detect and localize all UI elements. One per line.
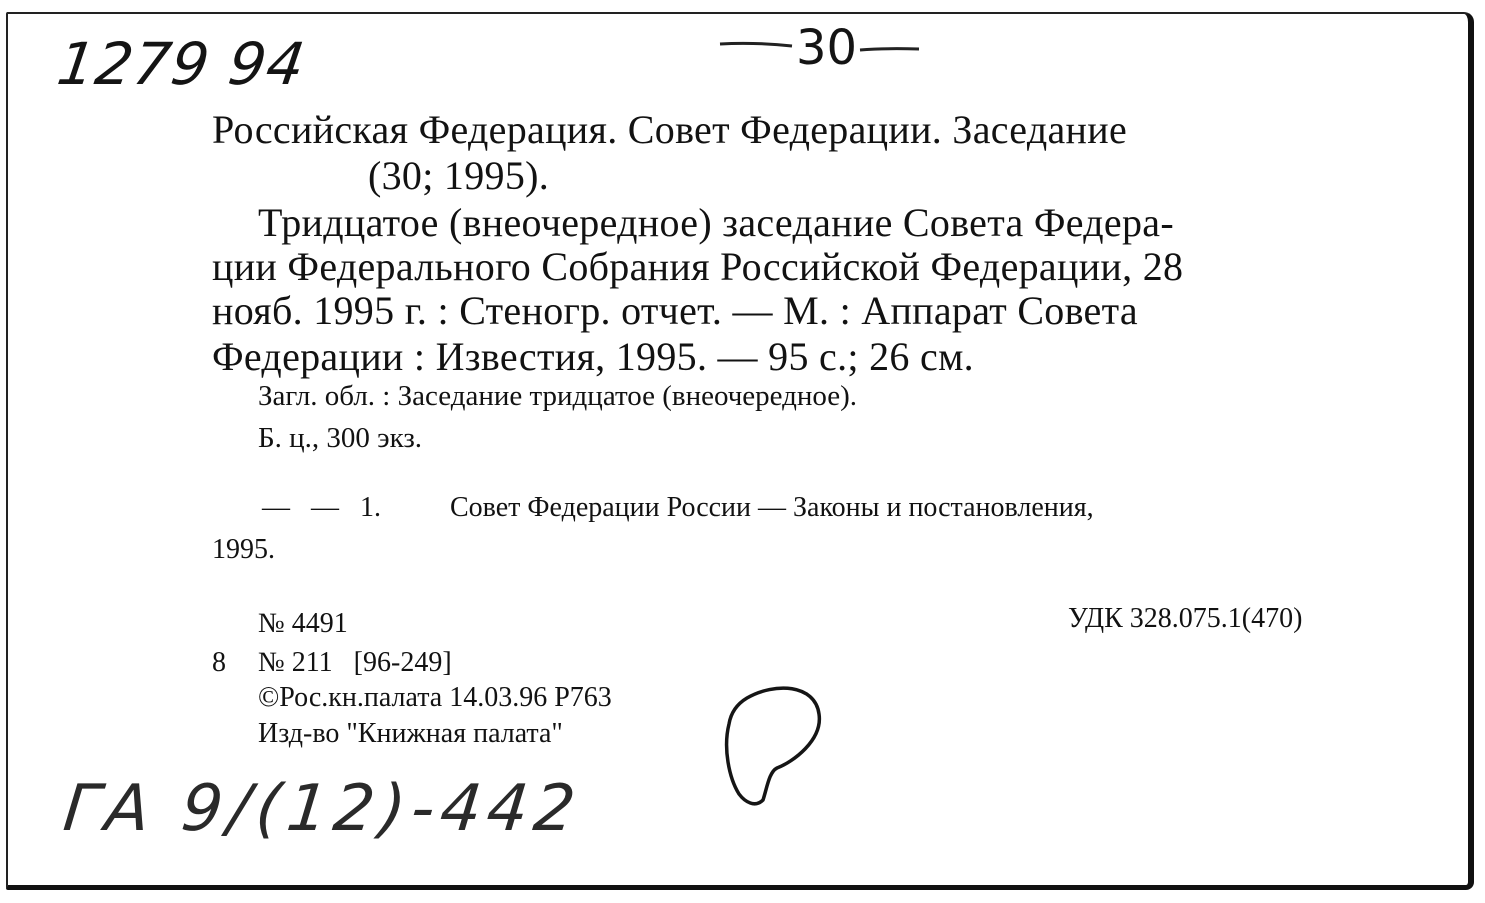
subject-lead: — — 1. — [262, 492, 381, 523]
subject-line-1: Совет Федерации России — Законы и постановления, — [450, 492, 1094, 523]
udk-code: УДК 328.075.1(470) — [1068, 603, 1303, 634]
registration-number: № 4491 — [258, 608, 348, 639]
handwritten-shelf-mark: 1279 94 — [53, 30, 310, 98]
heading-line-1: Российская Федерация. Совет Федерации. Заседание — [212, 107, 1128, 152]
copyright-line: ©Рос.кн.палата 14.03.96 Р763 — [258, 682, 612, 713]
punch-hole-mark — [715, 678, 835, 818]
title-line-4: Федерации : Известия, 1995. — 95 с.; 26 см. — [212, 334, 974, 379]
title-line-2: ции Федерального Собрания Российской Федерации, 28 — [212, 244, 1184, 289]
note-price: Б. ц., 300 экз. — [258, 422, 423, 454]
title-line-1: Тридцатое (внеочередное) заседание Совета Федера- — [258, 200, 1174, 245]
publisher-line: Изд-во "Книжная палата" — [258, 718, 563, 749]
subject-line-2: 1995. — [212, 534, 275, 565]
note-cover-title: Загл. обл. : Заседание тридцатое (внеочередное). — [258, 380, 858, 412]
issue-number: № 211 [96-249] — [258, 647, 452, 678]
handwritten-page-marker: 30 — [796, 20, 858, 76]
heading-line-2: (30; 1995). — [368, 153, 550, 198]
handwritten-call-number: ГА 9/(12)-442 — [60, 772, 585, 846]
title-line-3: нояб. 1995 г. : Стеногр. отчет. — М. : Аппарат Совета — [212, 288, 1138, 333]
issue-prefix: 8 — [212, 647, 226, 678]
